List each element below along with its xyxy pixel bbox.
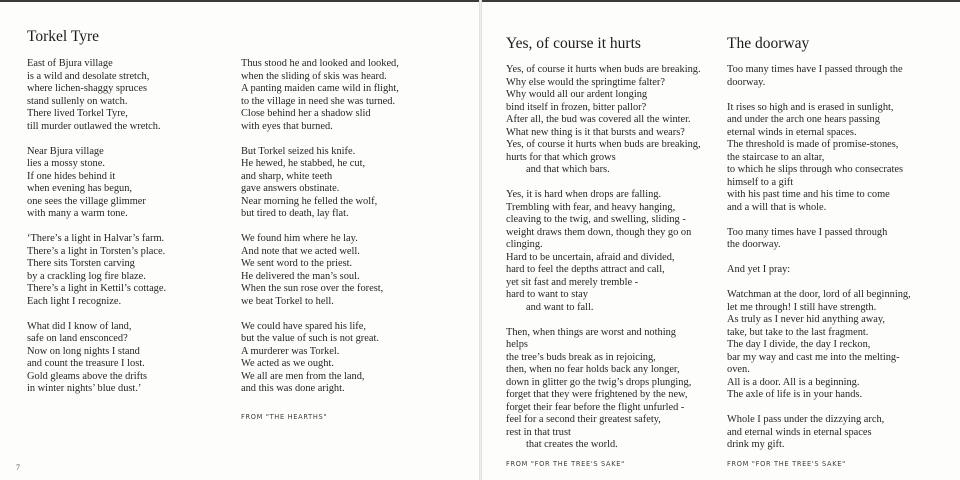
poem-line: Whole I pass under the dizzying arch, [727, 414, 885, 425]
poem-line: rest in that trust [506, 426, 571, 438]
poem-line: Gold gleams above the drifts [27, 370, 148, 382]
source-note-for-the-trees-sake-1: FROM "FOR THE TREE'S SAKE" [506, 460, 625, 468]
poem-line: and want to fall. [526, 301, 594, 313]
poem-line: and this was done aright. [241, 383, 345, 394]
stanza [727, 64, 911, 89]
poem-line: with his past time and his time to come [727, 189, 890, 200]
poem-line: All is a door. All is a beginning. [727, 376, 860, 388]
poem-line: but the value of such is not great. [241, 333, 379, 344]
poem-line: As truly as I never hid anything away, [727, 314, 886, 325]
poem-line: He delivered the man’s soul. [241, 270, 360, 282]
poem-line: bar my way and cast me into the melting- [727, 351, 900, 363]
poem-line: There lived Torkel Tyre, [27, 108, 128, 119]
stanza [241, 146, 399, 221]
poem-line: take, but take to the last fragment. [727, 326, 869, 338]
torkel-tyre-column-2 [241, 58, 399, 408]
poem-line: drink my gift. [727, 439, 785, 450]
torkel-tyre-column-1 [27, 58, 166, 408]
poem-line: and a will that is whole. [727, 201, 827, 213]
poem-line: A panting maiden came wild in flight, [241, 83, 399, 94]
poem-line: and under the arch one hears passing [727, 114, 880, 125]
poem-line: We found him where he lay. [241, 233, 358, 244]
poem-line: but tired to death, lay flat. [241, 208, 349, 219]
source-note-the-hearths: FROM "THE HEARTHS" [241, 413, 328, 421]
poem-line: Trembling with fear, and heavy hanging, [506, 201, 676, 213]
poem-line: helps [506, 339, 528, 350]
poem-line: to which he slips through who consecrates [727, 164, 904, 175]
stanza [727, 264, 911, 277]
poem-line: There’s a light in Kettil’s cottage. [27, 283, 167, 294]
poem-line: where lichen-shaggy spruces [27, 83, 148, 94]
poem-line: feel for a second their greatest safety, [506, 414, 661, 425]
poem-line: clinging. [506, 239, 543, 250]
poem-line: when evening has begun, [27, 183, 133, 194]
poem-line: East of Bjura village [27, 58, 113, 69]
poem-line: and eternal winds in eternal spaces [727, 426, 872, 438]
stanza [27, 58, 166, 133]
poem-line: Watchman at the door, lord of all beginning, [727, 289, 911, 300]
poem-line: Yes, of course it hurts when buds are breaking. [506, 64, 701, 75]
poem-line: by a crackling log fire blaze. [27, 270, 146, 282]
stanza [506, 64, 701, 177]
poem-line: yet sit fast and merely tremble - [506, 276, 639, 288]
poem-line: He hewed, he stabbed, he cut, [241, 158, 366, 169]
poem-line: There’s a light in Torsten’s place. [27, 245, 166, 257]
poem-line: is a wild and desolate stretch, [27, 70, 150, 82]
poem-line: the staircase to an altar, [727, 151, 825, 163]
poem-line: It rises so high and is erased in sunlight, [727, 101, 894, 113]
poem-line: hurts for that which grows [506, 151, 616, 163]
poem-line: Near Bjura village [27, 145, 104, 157]
poem-line: and that which bars. [526, 164, 610, 175]
poem-line: The threshold is made of promise-stones, [727, 139, 899, 150]
poem-line: down in glitter go the twig’s drops plunging, [506, 376, 692, 388]
stanza [727, 102, 911, 215]
stanza [506, 189, 701, 314]
stanza [241, 58, 399, 133]
poem-line: we beat Torkel to hell. [241, 295, 334, 307]
poem-line: weight draws them down, though they go on [506, 226, 692, 238]
poem-line: A murderer was Torkel. [241, 345, 340, 357]
the-doorway-text [727, 64, 911, 464]
poem-line: till murder outlawed the wretch. [27, 120, 161, 132]
poem-line: Yes, of course it hurts when buds are breaking, [506, 139, 701, 150]
stanza [727, 289, 911, 402]
poem-line: Too many times have I passed through the [727, 64, 903, 75]
poem-line: We could have spared his life, [241, 320, 366, 332]
stanza [241, 321, 399, 396]
poem-line: Each light I recognize. [27, 295, 122, 307]
poem-line: then, when no fear holds back any longer, [506, 364, 680, 375]
stanza [27, 233, 166, 308]
source-note-for-the-trees-sake-2: FROM "FOR THE TREE'S SAKE" [727, 460, 846, 468]
poem-line: forget that they were frightened by the new, [506, 389, 688, 400]
poem-line: And note that we acted well. [241, 245, 360, 257]
poem-line: let me through! I still have strength. [727, 301, 877, 313]
page-mark: 7 [16, 463, 20, 472]
poem-line: with many a warm tone. [27, 208, 128, 219]
poem-line: bind itself in frozen, bitter pallor? [506, 101, 647, 113]
stanza [241, 233, 399, 308]
poem-line: gave answers obstinate. [241, 183, 340, 194]
stanza [27, 321, 166, 396]
poem-line: What did I know of land, [27, 320, 132, 332]
poem-line: Why else would the springtime falter? [506, 76, 665, 88]
poem-line: ‘There’s a light in Halvar’s farm. [27, 233, 165, 244]
poem-line: Now on long nights I stand [27, 345, 140, 357]
poem-line: The day I divide, the day I reckon, [727, 339, 871, 350]
poem-line: and count the treasure I lost. [27, 358, 145, 369]
poem-line: We sent word to the priest. [241, 258, 353, 269]
poem-line: Near morning he felled the wolf, [241, 195, 378, 207]
poem-line: Thus stood he and looked and looked, [241, 58, 399, 69]
poem-line: himself to a gift [727, 176, 794, 188]
poem-line: If one hides behind it [27, 170, 116, 182]
poem-line: We all are men from the land, [241, 370, 365, 382]
poem-title-the-doorway: The doorway [727, 35, 810, 52]
poem-line: eternal winds in eternal spaces. [727, 126, 857, 138]
poem-line: forget their fear before the flight unfurled - [506, 401, 685, 413]
poem-line: hard to feel the depths attract and call, [506, 264, 665, 275]
poem-line: to the village in need she was turned. [241, 95, 396, 107]
poem-line: And yet I pray: [727, 264, 791, 275]
book-gutter [479, 0, 482, 480]
stanza [506, 327, 701, 452]
poem-line: doorway. [727, 76, 766, 88]
poem-line: When the sun rose over the forest, [241, 283, 384, 294]
poem-line: Hard to be uncertain, afraid and divided, [506, 251, 675, 263]
poem-line: when the sliding of skis was heard. [241, 70, 387, 82]
poem-line: in winter nights’ blue dust.’ [27, 383, 142, 394]
poem-line: The axle of life is in your hands. [727, 389, 863, 400]
poem-line: Close behind her a shadow slid [241, 108, 371, 119]
stanza [27, 146, 166, 221]
poem-line: We acted as we ought. [241, 358, 334, 369]
poem-line: the tree’s buds break as in rejoicing, [506, 351, 656, 363]
poem-line: hard to want to stay [506, 289, 588, 300]
poem-line: Then, when things are worst and nothing [506, 326, 676, 338]
poem-title-yes-of-course-it-hurts: Yes, of course it hurts [506, 35, 641, 52]
poem-line: cleaving to the twig, and swelling, sliding - [506, 214, 686, 225]
stanza [727, 414, 911, 452]
poem-line: one sees the village glimmer [27, 195, 146, 207]
poem-line: stand sullenly on watch. [27, 95, 128, 107]
poem-line: Why would all our ardent longing [506, 89, 648, 100]
stanza [727, 227, 911, 252]
poem-line: that creates the world. [526, 439, 618, 450]
poem-line: Too many times have I passed through [727, 226, 888, 238]
poem-line: lies a mossy stone. [27, 158, 105, 169]
poem-line: oven. [727, 364, 750, 375]
poem-line: What new thing is it that bursts and wears? [506, 126, 685, 138]
poem-title-torkel-tyre: Torkel Tyre [27, 28, 100, 45]
poem-line: with eyes that burned. [241, 120, 333, 132]
yes-of-course-it-hurts-text [506, 64, 701, 464]
poem-line: After all, the bud was covered all the winter. [506, 114, 691, 125]
poem-line: safe on land ensconced? [27, 333, 128, 344]
poem-line: and sharp, white teeth [241, 170, 333, 182]
poem-line: But Torkel seized his knife. [241, 145, 356, 157]
poem-line: Yes, it is hard when drops are falling. [506, 189, 662, 200]
poem-line: There sits Torsten carving [27, 258, 135, 269]
poem-line: the doorway. [727, 239, 781, 250]
